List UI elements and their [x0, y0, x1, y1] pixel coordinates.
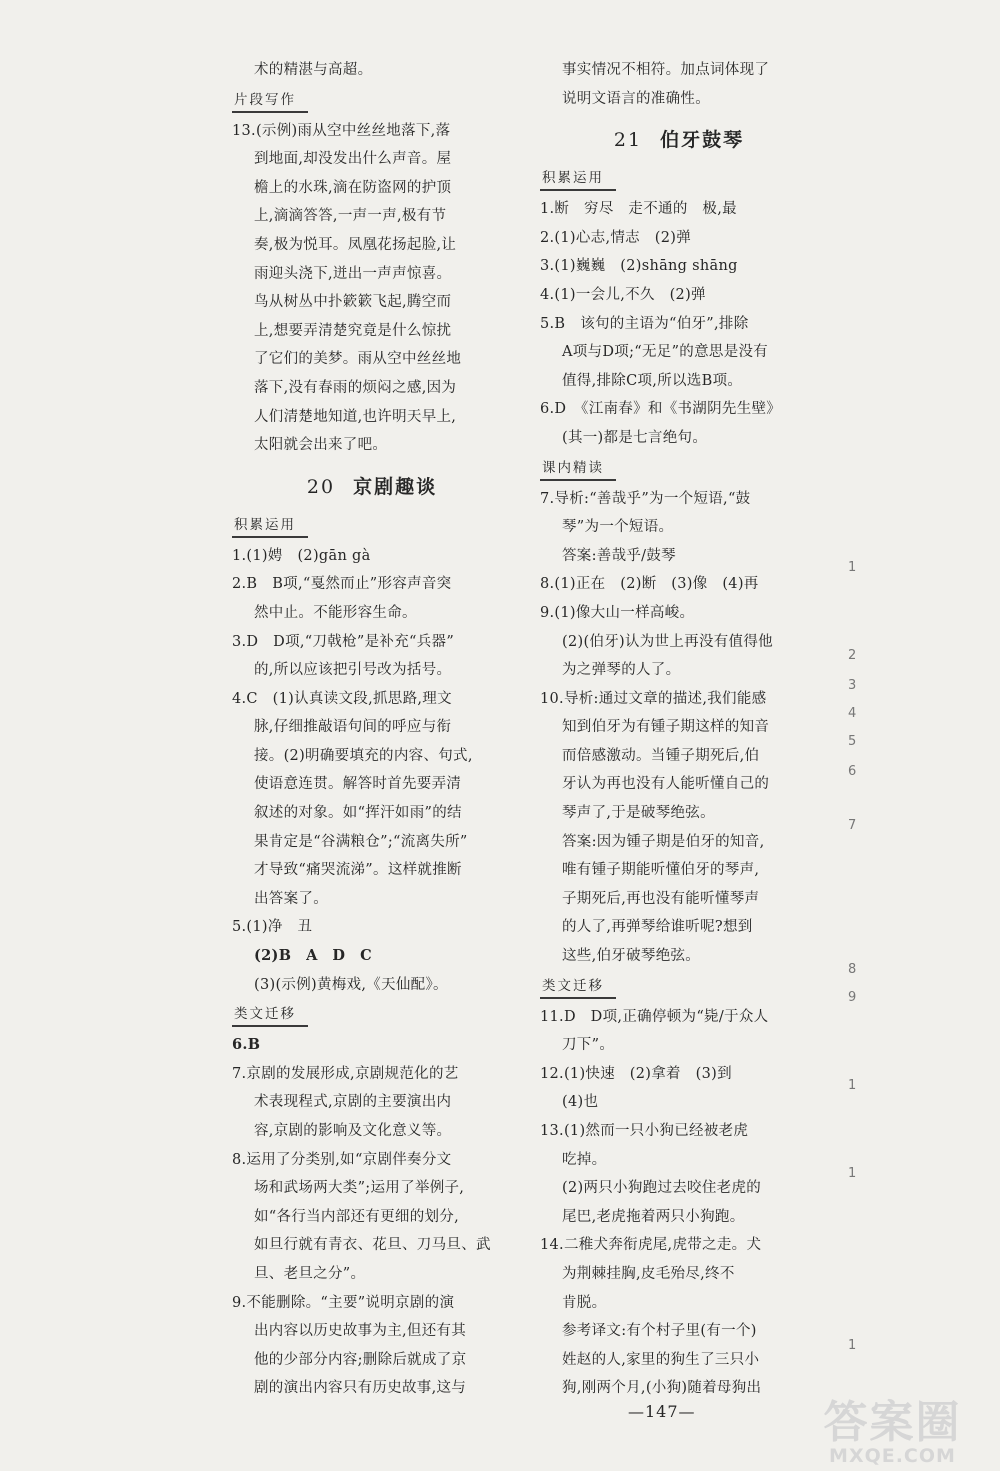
answer-line: 7.导析:“善哉乎”为一个短语,“鼓	[540, 490, 751, 507]
lesson-title	[232, 470, 512, 504]
answer-line: (其一)都是七言绝句。	[562, 429, 708, 446]
left-column	[232, 56, 512, 1403]
answer-line: 的人了,再弹琴给谁听呢?想到	[562, 919, 753, 936]
answer-line: 5.B 该句的主语为“伯牙”,排除	[540, 315, 749, 332]
answer-line: 14.二稚犬奔衔虎尾,虎带之走。犬	[540, 1237, 762, 1254]
answer-line: (4)也	[562, 1094, 599, 1111]
answer-line: 脉,仔细推敲语句间的呼应与衔	[254, 719, 452, 736]
edge-mark: 6	[848, 764, 857, 779]
answer-line: 8.运用了分类别,如“京剧伴奏分文	[232, 1151, 452, 1168]
lesson-title	[540, 123, 818, 157]
answer-line: 他的少部分内容;删除后就成了京	[254, 1351, 467, 1368]
section-header: 类文迁移	[232, 1004, 308, 1027]
answer-line: 3.D D项,“刀戟枪”是补充“兵器”	[232, 633, 455, 650]
section-header: 片段写作	[232, 90, 308, 113]
answer-line: 如旦行就有青衣、花旦、刀马旦、武	[254, 1237, 491, 1254]
answer-line: A项与D项;“无足”的意思是没有	[562, 344, 769, 361]
answer-line: 6.B	[232, 1036, 261, 1054]
answer-line: 肯脱。	[562, 1294, 607, 1311]
answer-line: 答案:因为锺子期是伯牙的知音,	[562, 833, 765, 850]
watermark-logo-text: 答案圈	[823, 1397, 962, 1448]
answer-line: 上,想要弄清楚究竟是什么惊扰	[254, 322, 452, 339]
answer-line: 果肯定是“谷满粮仓”;“流离失所”	[254, 833, 468, 850]
answer-line: 说明文语言的准确性。	[562, 90, 710, 107]
right-column	[540, 56, 818, 1403]
answer-line: (3)(示例)黄梅戏,《天仙配》。	[254, 976, 448, 993]
answer-line: 8.(1)正在 (2)断 (3)像 (4)再	[540, 576, 759, 593]
answer-line: 5.(1)净 丑	[232, 919, 313, 936]
answer-line: 参考译文:有个村子里(有一个)	[562, 1323, 757, 1340]
answer-line: 出答案了。	[254, 890, 328, 907]
section-header: 积累运用	[540, 168, 616, 191]
section-header: 积累运用	[232, 515, 308, 538]
answer-line: 尾巴,老虎拖着两只小狗跑。	[562, 1208, 745, 1225]
watermark-url: MXQE.COM	[829, 1445, 956, 1467]
answer-line: 鸟从树丛中扑簌簌飞起,腾空而	[254, 294, 452, 311]
edge-mark: 1	[848, 1338, 857, 1353]
answer-line: 1.(1)娉 (2)gān gà	[232, 547, 371, 564]
answer-line: 琴”为一个短语。	[562, 519, 674, 536]
lesson-name: 伯牙鼓琴	[660, 129, 745, 152]
answer-line: 6.D 《江南春》和《书湖阴先生壁》	[540, 401, 782, 418]
answer-line: 9.不能删除。“主要”说明京剧的演	[232, 1294, 455, 1311]
answer-line: 术的精湛与高超。	[254, 62, 373, 78]
answer-line: (2)(伯牙)认为世上再没有值得他	[562, 633, 773, 650]
answer-line: 为之弹琴的人了。	[562, 662, 681, 679]
answer-line: 唯有锺子期能听懂伯牙的琴声,	[562, 862, 760, 879]
edge-mark: 1	[848, 1078, 857, 1093]
answer-line: 9.(1)像大山一样高峻。	[540, 604, 695, 621]
answer-line: 4.C (1)认真读文段,抓思路,理文	[232, 690, 452, 707]
answer-line: (2)B A D C	[254, 947, 372, 965]
answer-line: 12.(1)快速 (2)拿着 (3)到	[540, 1065, 732, 1082]
answer-line: 人们清楚地知道,也许明天早上,	[254, 408, 457, 425]
answer-line: 狗,刚两个月,(小狗)随着母狗出	[562, 1380, 762, 1397]
answer-line: 这些,伯牙破琴绝弦。	[562, 948, 701, 965]
lesson-number: 20	[306, 475, 336, 498]
answer-line: 剧的演出内容只有历史故事,这与	[254, 1380, 467, 1397]
watermark-logo	[790, 1397, 995, 1467]
answer-line: 的,所以应该把引号改为括号。	[254, 662, 452, 679]
answer-line: 13.(1)然而一只小狗已经被老虎	[540, 1123, 749, 1139]
answer-line: (2)两只小狗跑过去咬住老虎的	[562, 1180, 762, 1197]
answer-line: 雨迎头浇下,迸出一声声惊喜。	[254, 265, 452, 282]
answer-line: 为荆棘挂胸,皮毛殆尽,终不	[562, 1265, 735, 1282]
edge-mark: 9	[848, 990, 857, 1005]
section-header: 课内精读	[540, 458, 616, 481]
answer-line: 11.D D项,正确停顿为“毙/于众人	[540, 1008, 769, 1025]
answer-line: 吃掉。	[562, 1151, 607, 1168]
answer-line: 3.(1)巍巍 (2)shāng shāng	[540, 258, 738, 275]
edge-mark: 3	[848, 678, 857, 693]
answer-line: 2.B B项,“戛然而止”形容声音突	[232, 576, 452, 593]
answer-line: 知到伯牙为有锺子期这样的知音	[562, 719, 770, 736]
answer-line: 子期死后,再也没有能听懂琴声	[562, 890, 760, 907]
section-header: 类文迁移	[540, 976, 616, 999]
answer-line: 事实情况不相符。加点词体现了	[562, 62, 770, 78]
answer-line: 琴声了,于是破琴绝弦。	[562, 805, 715, 822]
answer-line: 才导致“痛哭流涕”。这样就推断	[254, 862, 462, 879]
edge-mark: 1	[848, 1166, 857, 1181]
answer-line: 值得,排除C项,所以选B项。	[562, 372, 743, 389]
answer-line: 到地面,却没发出什么声音。屋	[254, 151, 452, 168]
answer-line: 接。(2)明确要填充的内容、句式,	[254, 747, 473, 764]
edge-mark: 7	[848, 818, 857, 833]
lesson-name: 京剧趣谈	[353, 475, 438, 498]
answer-line: 刀下”。	[562, 1037, 615, 1054]
answer-line: 1.断 穷尽 走不通的 极,最	[540, 201, 737, 218]
edge-mark: 8	[848, 962, 857, 977]
answer-line: 答案:善哉乎/鼓琴	[562, 547, 676, 564]
edge-mark: 1	[848, 560, 857, 575]
answer-line: 2.(1)心志,情志 (2)弹	[540, 229, 692, 246]
answer-line: 出内容以历史故事为主,但还有其	[254, 1323, 467, 1340]
answer-line: 术表现程式,京剧的主要演出内	[254, 1094, 452, 1111]
lesson-number: 21	[613, 129, 643, 152]
answer-line: 然中止。不能形容生命。	[254, 604, 417, 621]
answer-line: 叙述的对象。如“挥汗如雨”的结	[254, 805, 462, 822]
answer-line: 檐上的水珠,滴在防盗网的护顶	[254, 179, 452, 196]
answer-line: 奏,极为悦耳。凤凰花扬起脸,让	[254, 236, 457, 253]
answer-line: 上,滴滴答答,一声一声,极有节	[254, 208, 447, 225]
page-number: —147—	[628, 1402, 696, 1421]
answer-line: 姓赵的人,家里的狗生了三只小	[562, 1351, 760, 1368]
answer-line: 牙认为再也没有人能听懂自己的	[562, 776, 770, 793]
adjacent-page-edge-marks	[848, 520, 868, 1420]
answer-line: 旦、老旦之分”。	[254, 1265, 366, 1282]
answer-line: 太阳就会出来了吧。	[254, 437, 388, 454]
edge-mark: 5	[848, 734, 857, 749]
answer-line: 13.(示例)雨从空中丝丝地落下,落	[232, 122, 451, 139]
answer-line: 容,京剧的影响及文化意义等。	[254, 1123, 452, 1139]
answer-line: 而倍感激动。当锺子期死后,伯	[562, 747, 760, 764]
answer-line: 场和武场两大类”;运用了举例子,	[254, 1180, 465, 1197]
answer-line: 4.(1)一会儿,不久 (2)弹	[540, 286, 706, 303]
answer-line: 7.京剧的发展形成,京剧规范化的艺	[232, 1065, 459, 1082]
answer-line: 了它们的美梦。雨从空中丝丝地	[254, 351, 462, 368]
answer-line: 落下,没有春雨的烦闷之感,因为	[254, 379, 457, 396]
answer-line: 使语意连贯。解答时首先要弄清	[254, 776, 462, 793]
answer-line: 10.导析:通过文章的描述,我们能感	[540, 690, 767, 707]
edge-mark: 2	[848, 648, 857, 663]
edge-mark: 4	[848, 706, 857, 721]
answer-line: 如“各行当内部还有更细的划分,	[254, 1208, 460, 1225]
